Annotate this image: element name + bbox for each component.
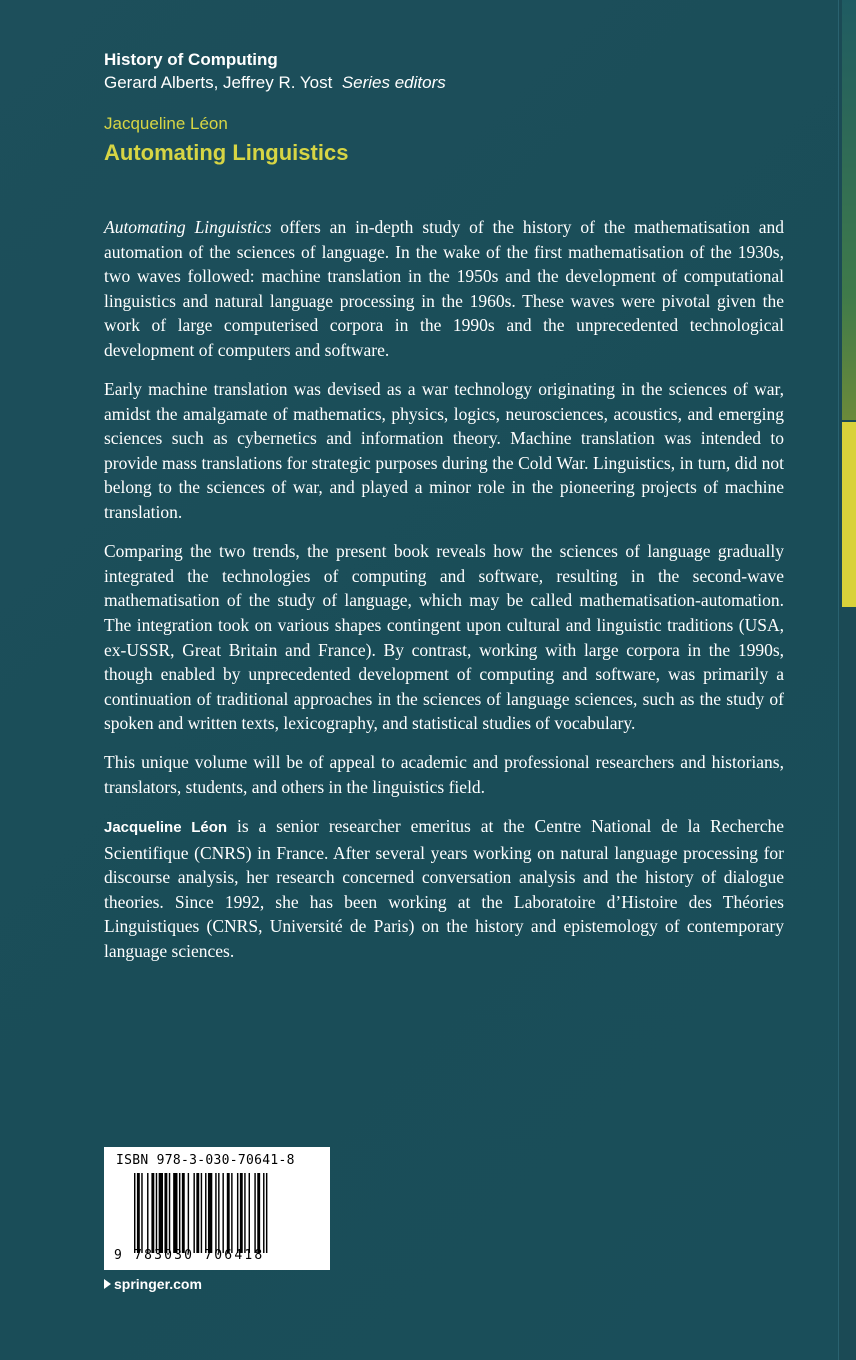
author-bio-name: Jacqueline Léon — [104, 819, 228, 837]
barcode-digits: 9 783030 706418 — [114, 1248, 265, 1263]
series-block — [104, 48, 446, 94]
barcode-bar — [156, 1173, 157, 1253]
barcode-bar — [201, 1173, 202, 1253]
barcode-bar — [141, 1173, 142, 1253]
author-bio — [104, 814, 784, 964]
triangle-right-icon — [104, 1279, 111, 1289]
barcode-bar — [173, 1173, 177, 1253]
barcode-bar — [266, 1173, 267, 1253]
barcode-bar — [159, 1173, 163, 1253]
isbn-barcode — [104, 1147, 330, 1270]
publisher-link[interactable] — [104, 1276, 202, 1292]
spine-color-band — [842, 0, 856, 420]
back-cover-description — [104, 215, 784, 978]
barcode-bar — [257, 1173, 260, 1253]
barcode-bar — [208, 1173, 212, 1253]
barcode-bars — [134, 1173, 314, 1253]
barcode-bar — [218, 1173, 219, 1253]
barcode-bar — [193, 1173, 194, 1253]
barcode-bar — [137, 1173, 140, 1253]
barcode-bar — [227, 1173, 230, 1253]
barcode-bar — [240, 1173, 243, 1253]
description-paragraph-1-text: offers an in-depth study of the history of the mathematisation and automation of the sciences of language. In the wake of the first mathematisation of the 1930s, two waves followed: machine translation in the 1950s and the development of computational linguistics and natural language processing in the 1960s. These waves were pivotal given the work of large computerised corpora in the 1990s and the unprecedented technological development of computers and software. — [104, 217, 784, 360]
author-bio-text: is a senior researcher emeritus at the Centre National de la Recherche Scientifique (CNRS) in France. After several years working on natural language processing for discourse analysis, her research concerned conversation analysis and the history of dialogue theories. Since 1992, she has been working at the Laboratoire d’Histoire des Théories Linguistiques (CNRS, Université de Paris) on the history and epistemology of contemporary language sciences. — [104, 816, 784, 962]
book-title: Automating Linguistics — [104, 140, 349, 165]
barcode-bar — [263, 1173, 264, 1253]
barcode-bar — [164, 1173, 167, 1253]
barcode-bar — [147, 1173, 148, 1253]
barcode-bar — [222, 1173, 223, 1253]
description-book-title: Automating Linguistics — [104, 217, 272, 237]
description-paragraph-2: Early machine translation was devised as a war technology originating in the sciences of war, amidst the amalgamate of mathematics, physics, logics, neurosciences, acoustics, and emerging sciences such as cybernetics and information theory. Machine translation was intended to provide mass translations for strategic purposes during the Cold War. Linguistics, in turn, did not belong to the sciences of war, and played a minor role in the pioneering projects of machine translation. — [104, 379, 784, 523]
series-editors — [104, 71, 446, 94]
barcode-bar — [205, 1173, 206, 1253]
barcode-bar — [179, 1173, 180, 1253]
barcode-bar — [254, 1173, 255, 1253]
barcode-bar — [244, 1173, 245, 1253]
barcode-bar — [196, 1173, 199, 1253]
barcode-bar — [231, 1173, 232, 1253]
spine-divider — [838, 0, 839, 1360]
barcode-bar — [169, 1173, 170, 1253]
barcode-bar — [151, 1173, 154, 1253]
barcode-bar — [134, 1173, 135, 1253]
barcode-bar — [215, 1173, 216, 1253]
description-paragraph-3: Comparing the two trends, the present book reveals how the sciences of language gradually integrated the technologies of computing and software, resulting in the second-wave mathematisation of the study of language, which may be called mathematisation-automation. The integration took on various shapes contingent upon cultural and linguistic traditions (USA, ex-USSR, Great Britain and France). By contrast, working with large corpora in the 1990s, though enabled by unprecedented development of computing and software, was primarily a continuation of traditional approaches in the sciences of language sciences, such as the study of spoken and written texts, lexicography, and statistical studies of vocabulary. — [104, 541, 784, 734]
isbn-label: ISBN 978-3-030-70641-8 — [116, 1153, 295, 1168]
description-paragraph-1 — [104, 215, 784, 363]
publisher-link-label: springer.com — [114, 1276, 202, 1292]
series-editors-role: Series editors — [341, 73, 446, 92]
book-author: Jacqueline Léon — [104, 114, 228, 133]
description-paragraph-4: This unique volume will be of appeal to academic and professional researchers and historians, translators, students, and others in the linguistics field. — [104, 752, 784, 797]
barcode-bar — [188, 1173, 189, 1253]
barcode-bar — [182, 1173, 185, 1253]
spine-yellow-band — [842, 422, 856, 607]
barcode-bar — [237, 1173, 238, 1253]
barcode-bar — [249, 1173, 250, 1253]
series-title: History of Computing — [104, 50, 278, 69]
series-editor-names: Gerard Alberts, Jeffrey R. Yost — [104, 73, 333, 92]
